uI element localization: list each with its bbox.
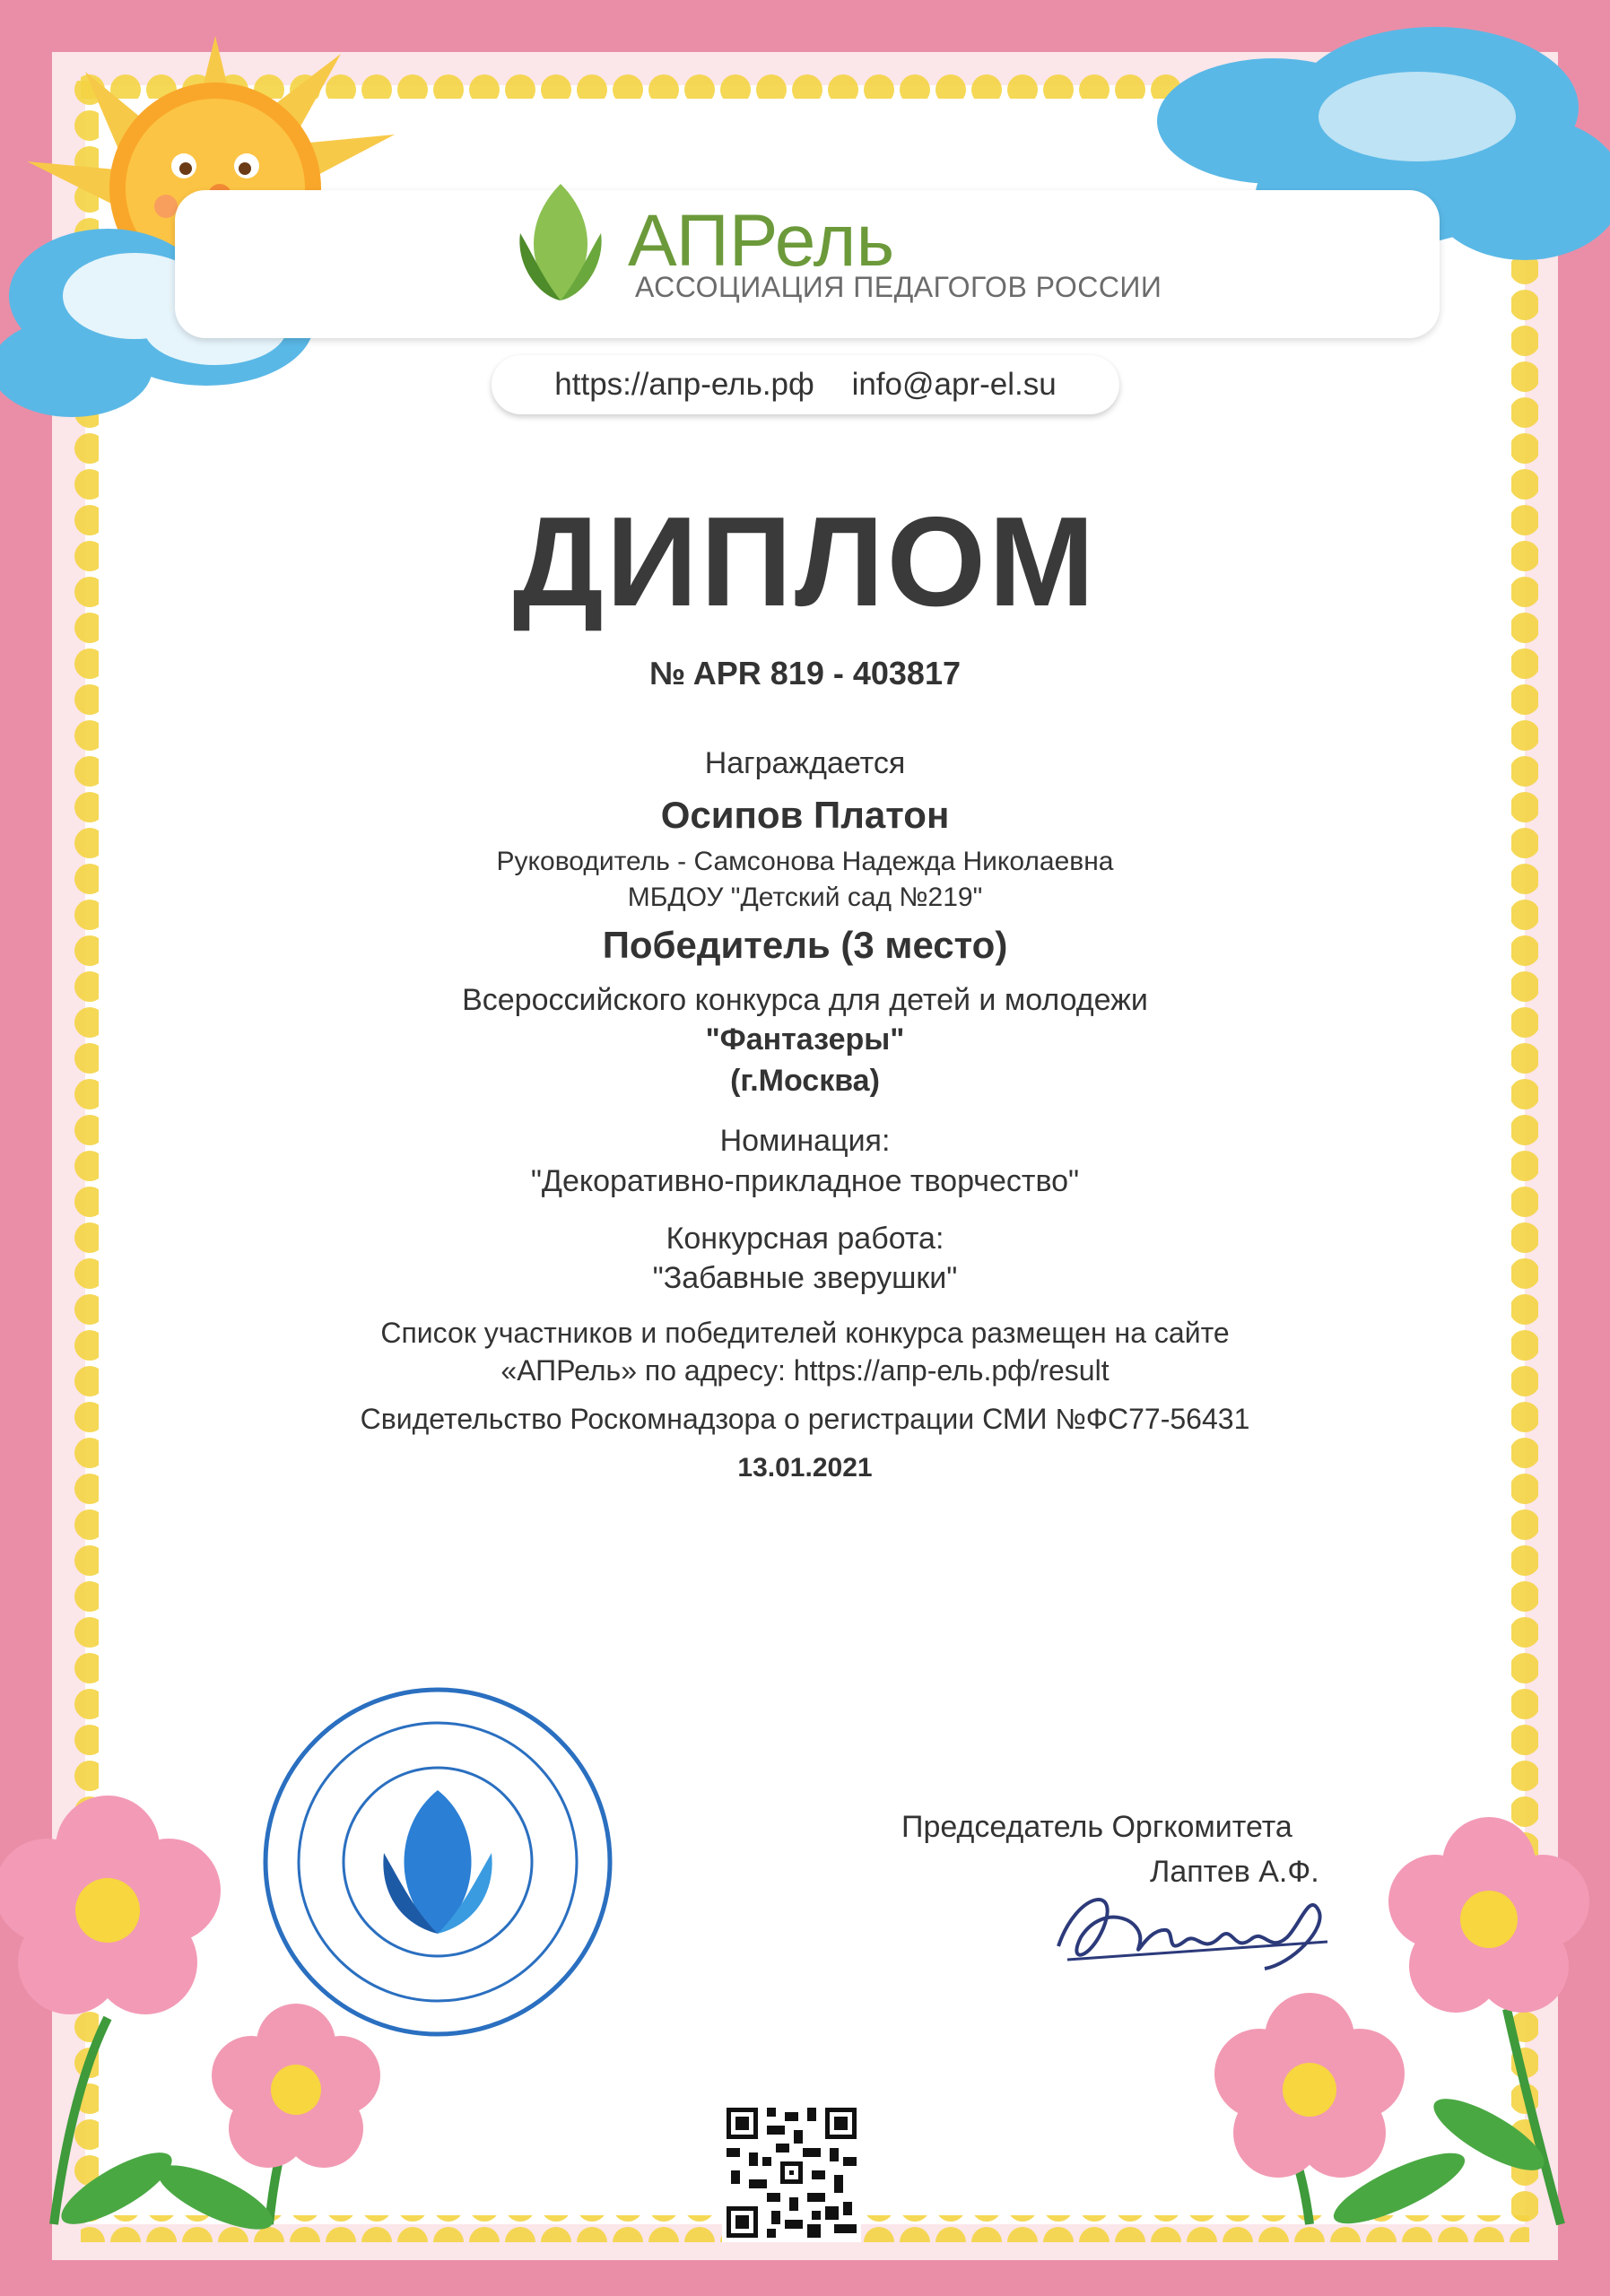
diploma-number: № APR 819 - 403817 (649, 655, 961, 691)
institution: МБДОУ "Детский сад №219" (627, 883, 983, 912)
awarded-label: Награждается (704, 746, 906, 780)
results-list-line1: Список участников и победителей конкурса размещен на сайте (380, 1317, 1230, 1349)
leaf-logo-icon (507, 179, 614, 305)
recipient-name: Осипов Платон (660, 794, 950, 836)
contest-city: (г.Москва) (730, 1064, 880, 1098)
contest-name: "Фантазеры" (705, 1022, 905, 1057)
results-list-line2: «АПРель» по адресу: https://апр-ель.рф/result (500, 1354, 1110, 1387)
registration-certificate: Свидетельство Роскомнадзора о регистрации СМИ №ФС77-56431 (360, 1403, 1250, 1435)
issue-date: 13.01.2021 (737, 1453, 873, 1483)
place-result: Победитель (3 место) (602, 924, 1008, 966)
contest-description: Всероссийского конкурса для детей и молодежи (462, 983, 1148, 1017)
nomination-value: "Декоративно-прикладное творчество" (530, 1164, 1080, 1198)
brand-subtitle: АССОЦИАЦИЯ ПЕДАГОГОВ РОССИИ (635, 271, 1162, 303)
work-label: Конкурсная работа: (666, 1222, 944, 1256)
nomination-label: Номинация: (719, 1124, 891, 1158)
signature-position: Председатель Оргкомитета (901, 1810, 1292, 1844)
diploma-title: ДИПЛОМ (512, 491, 1098, 633)
handwritten-signature (1040, 1874, 1345, 1982)
supervisor: Руководитель - Самсонова Надежда Николаевна (496, 847, 1114, 876)
email-link[interactable]: info@apr-el.su (851, 367, 1057, 402)
work-title: "Забавные зверушки" (652, 1261, 958, 1295)
association-stamp (258, 1683, 617, 2041)
signature-name: Лаптев А.Ф. (1150, 1855, 1319, 1889)
qr-code[interactable] (722, 2103, 861, 2242)
contact-pill (492, 355, 1119, 414)
brand-name: АПРель (628, 200, 895, 282)
website-link[interactable]: https://апр-ель.рф (554, 367, 814, 402)
